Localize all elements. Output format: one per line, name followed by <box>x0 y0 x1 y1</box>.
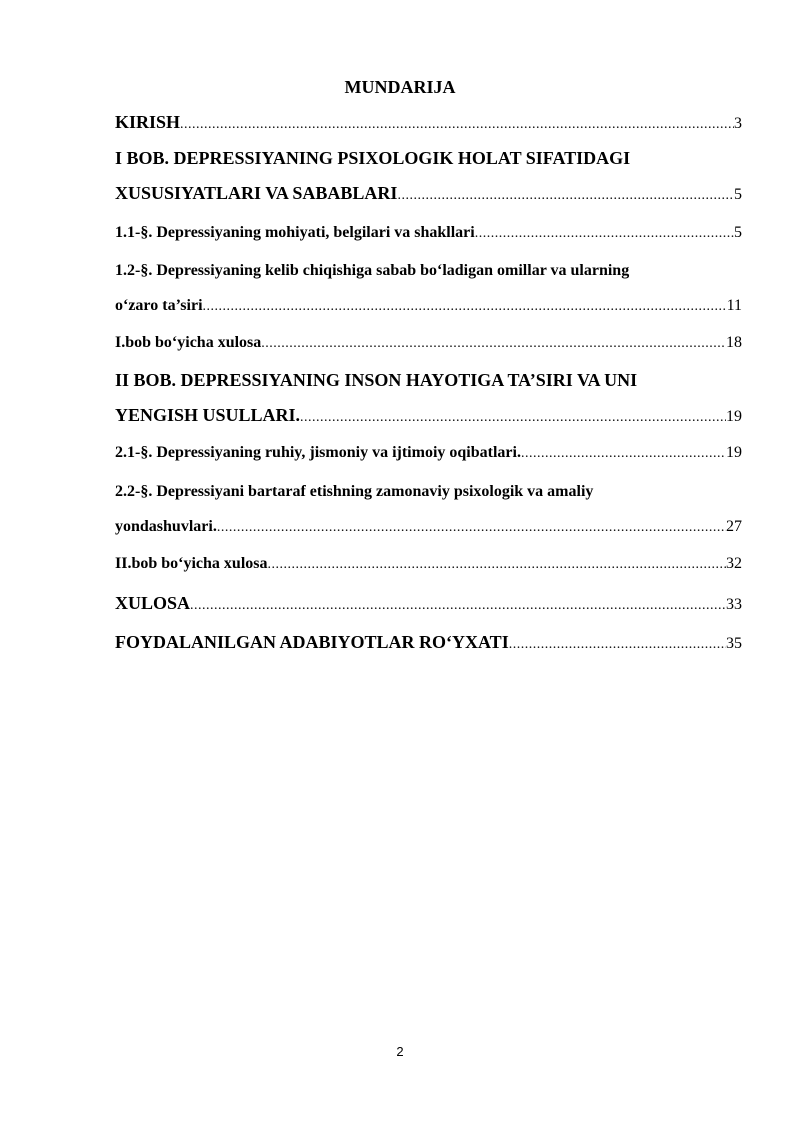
page-number: 2 <box>396 1044 404 1059</box>
toc-page-number: 32 <box>726 555 742 572</box>
toc-entry-title-line1: II BOB. DEPRESSIYANING INSON HAYOTIGA TA’SIRI VA UNI <box>115 370 638 390</box>
toc-page-number: 11 <box>726 297 742 314</box>
toc-entry-references[interactable] <box>115 631 742 653</box>
toc-entry-chapter-2[interactable] <box>115 369 742 426</box>
toc-entry-title-line1: 1.2-§. Depressiyaning kelib chiqishiga sabab bo‘ladigan omillar va ularning <box>115 262 630 279</box>
toc-leader-dots <box>203 296 727 318</box>
toc-entry-section-2-1[interactable] <box>115 442 742 464</box>
toc-page-number: 33 <box>726 596 742 613</box>
page-title: MUNDARIJA <box>344 77 456 97</box>
toc-entry-title: 1.1-§. Depressiyaning mohiyati, belgilari va shakllari <box>115 224 475 241</box>
toc-entry-section-2-2[interactable] <box>115 481 742 538</box>
toc-page-number: 18 <box>726 334 742 351</box>
toc-entry-xulosa[interactable] <box>115 592 742 614</box>
toc-leader-dots <box>180 114 734 136</box>
toc-page-number: 19 <box>726 408 742 425</box>
toc-leader-dots <box>397 185 734 207</box>
toc-entry-title: yondashuvlari. <box>115 518 217 535</box>
toc-leader-dots <box>300 407 726 429</box>
toc-entry-chapter-1-conclusion[interactable] <box>115 332 742 354</box>
toc-entry-chapter-1[interactable] <box>115 147 742 204</box>
toc-entry-title: II.bob bo‘yicha xulosa <box>115 555 268 572</box>
toc-page-number: 5 <box>734 224 742 241</box>
toc-entry-chapter-2-conclusion[interactable] <box>115 553 742 575</box>
toc-entry-title: XUSUSIYATLARI VA SABABLARI <box>115 183 398 203</box>
toc-entry-title-line1: I BOB. DEPRESSIYANING PSIXOLOGIK HOLAT SIFATIDAGI <box>115 148 631 168</box>
toc-leader-dots <box>217 517 726 539</box>
toc-leader-dots <box>475 223 734 245</box>
toc-leader-dots <box>521 443 726 465</box>
toc-entry-title: I.bob bo‘yicha xulosa <box>115 334 262 351</box>
toc-entry-title: KIRISH <box>115 112 181 132</box>
toc-leader-dots <box>261 333 726 355</box>
toc-entry-section-1-2[interactable] <box>115 260 742 317</box>
toc-page-number: 19 <box>726 444 742 461</box>
toc-entry-section-1-1[interactable] <box>115 222 742 244</box>
toc-page-number: 35 <box>726 635 742 652</box>
toc-entry-title: FOYDALANILGAN ADABIYOTLAR RO‘YXATI <box>115 632 509 652</box>
toc-entry-title: 2.1-§. Depressiyaning ruhiy, jismoniy va ijtimoiy oqibatlari. <box>115 444 521 461</box>
toc-leader-dots <box>190 595 726 617</box>
toc-leader-dots <box>509 634 726 656</box>
toc-entry-kirish[interactable] <box>115 111 742 133</box>
toc-entry-title: XULOSA <box>115 593 191 613</box>
toc-page-number: 5 <box>734 186 742 203</box>
toc-page-number: 3 <box>734 115 742 132</box>
toc-entry-title: YENGISH USULLARI. <box>115 405 301 425</box>
toc-page-number: 27 <box>726 518 742 535</box>
toc-entry-title: o‘zaro ta’siri <box>115 297 203 314</box>
toc-leader-dots <box>268 554 727 576</box>
toc-entry-title-line1: 2.2-§. Depressiyani bartaraf etishning zamonaviy psixologik va amaliy <box>115 483 594 500</box>
